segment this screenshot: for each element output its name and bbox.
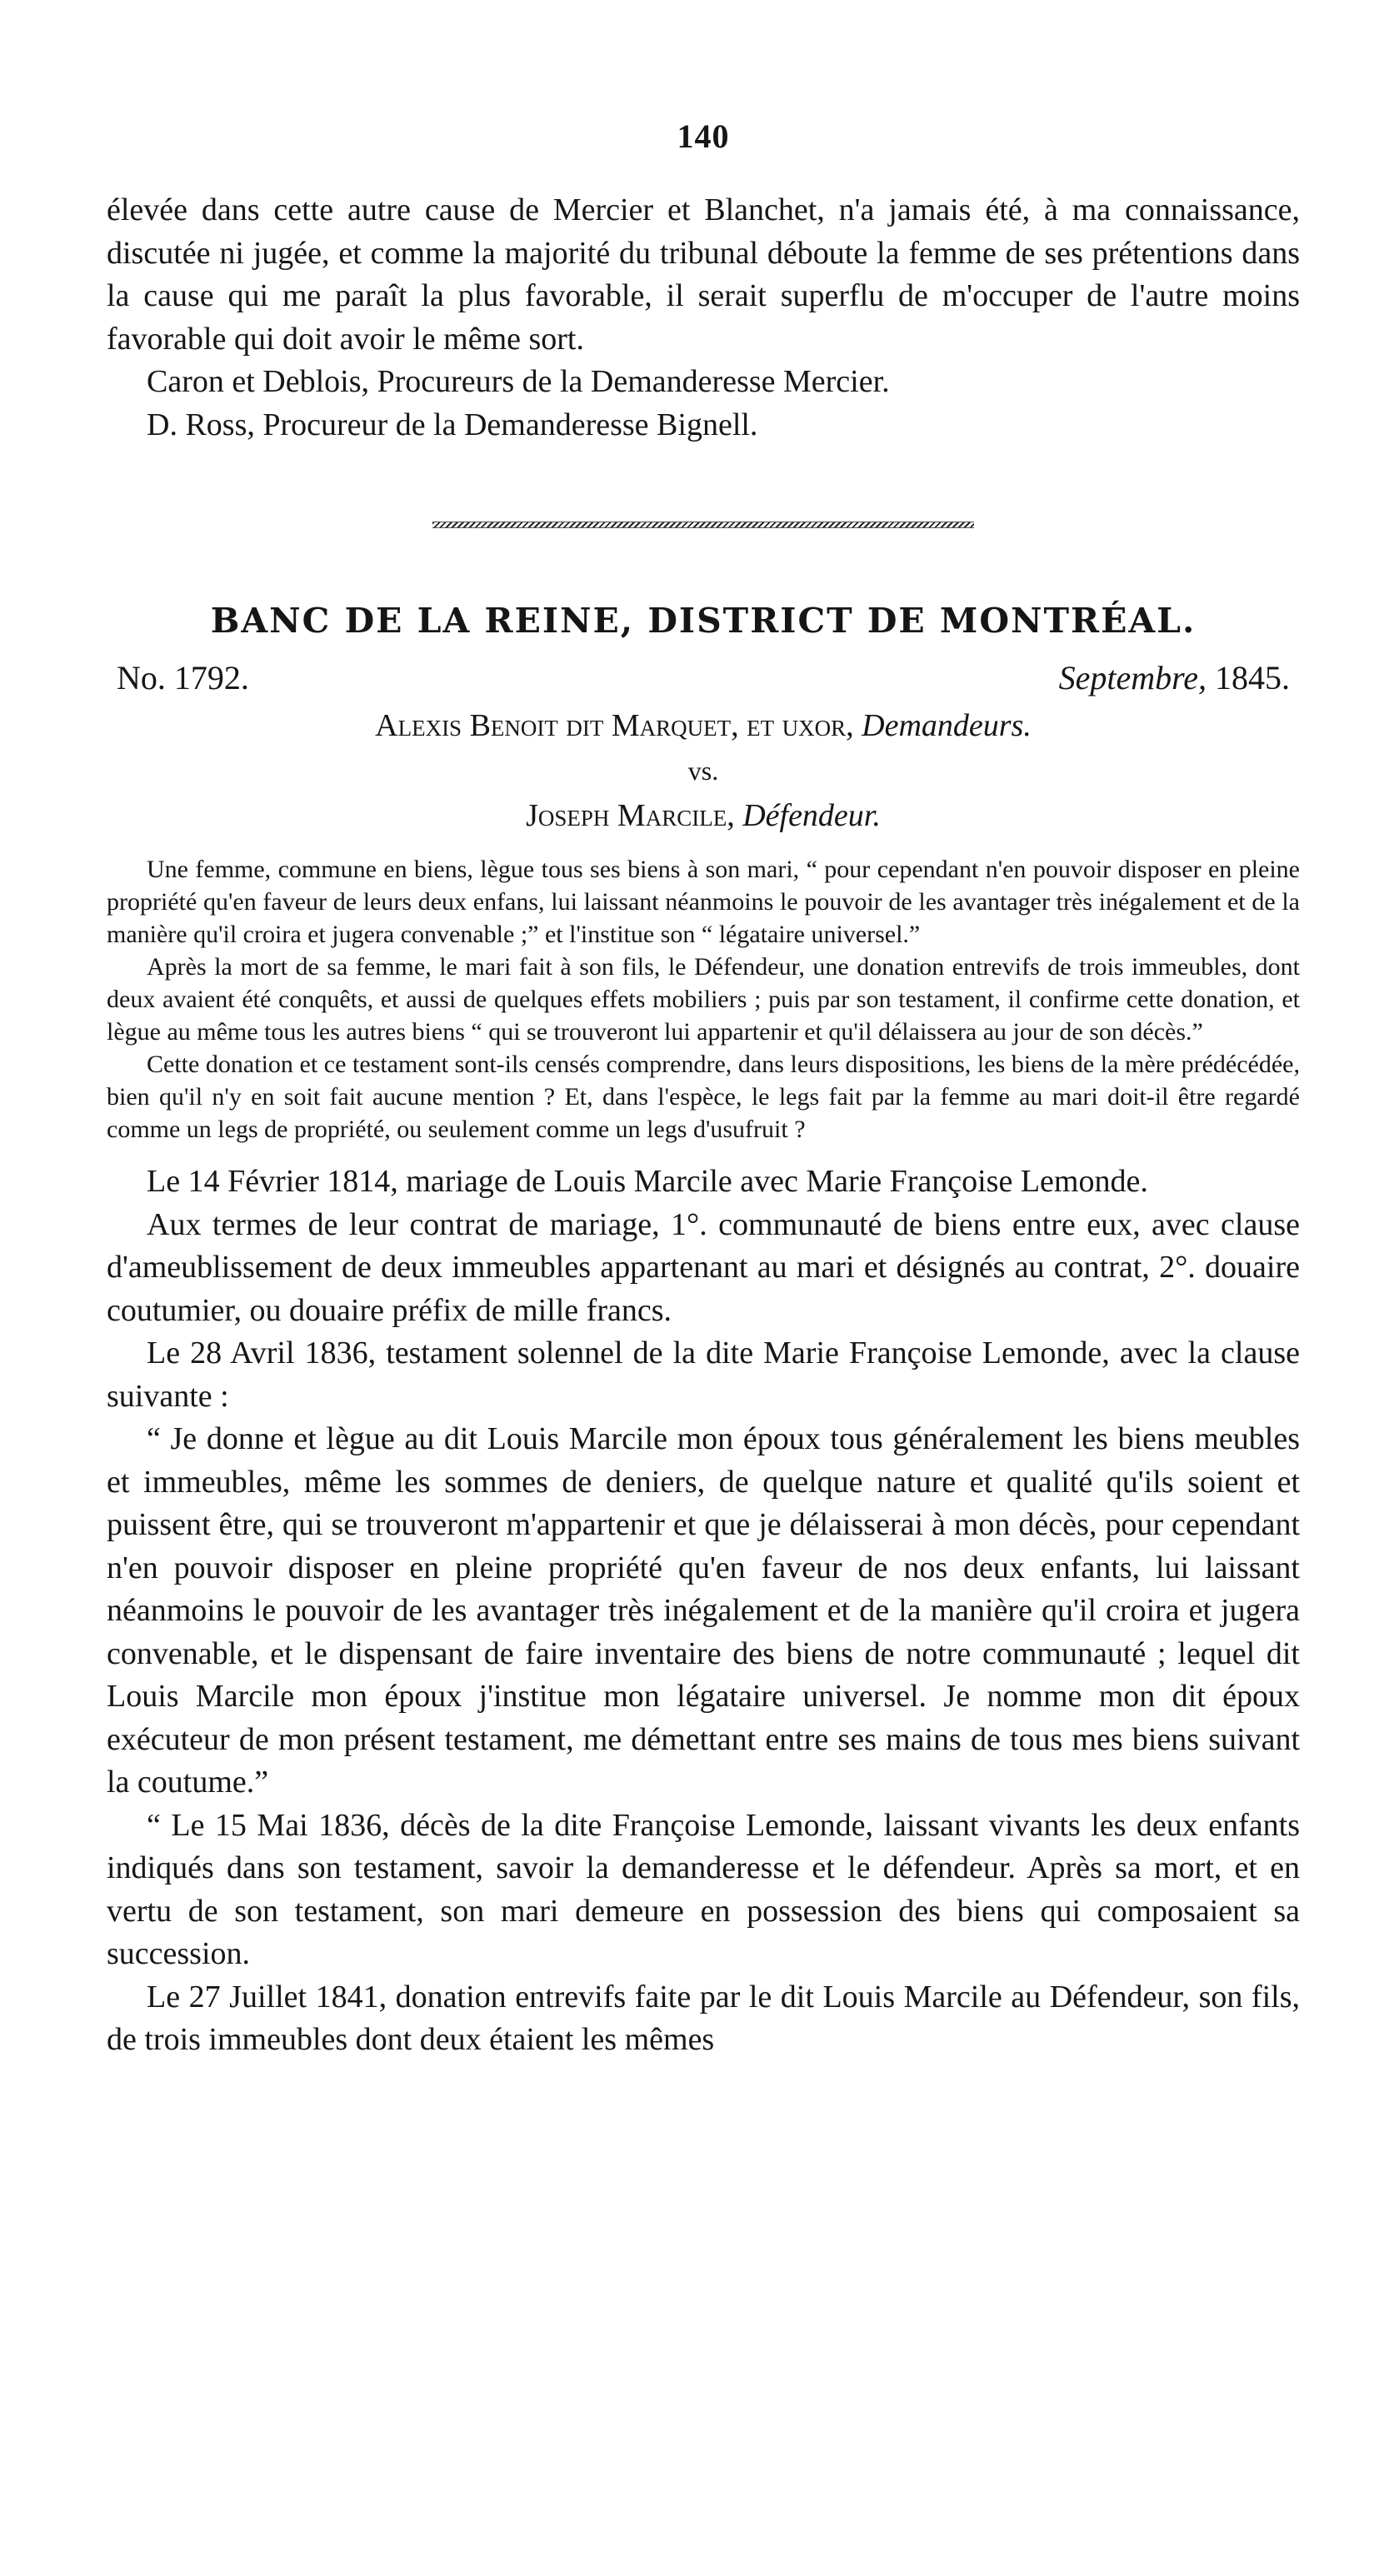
defendant-name: Joseph Marcile, <box>526 798 735 833</box>
plaintiff-name: Alexis Benoit dit Marquet, et uxor, <box>375 708 854 743</box>
defendant-line <box>107 791 1300 840</box>
page-number: 140 <box>677 117 730 155</box>
plaintiff-role: Demandeurs. <box>862 708 1032 743</box>
body-paragraph: Le 27 Juillet 1841, donation entrevifs faite par le dit Louis Marcile au Défendeur, son fils, de trois immeubles dont deux étaient les mêmes <box>107 1979 1300 2057</box>
testament-quote: “ Je donne et lègue au dit Louis Marcile mon époux tous généralement les biens meubles et immeubles, même les sommes de deniers, de quelque nature et qualité qu'ils soient et puissent être, qui se trouveront m'appartenir et que je délaisserai à mon décès, pour cependant n'en pouvoir disposer en pleine propriété qu'en faveur de nos deux enfants, lui laissant néanmoins le pouvoir de les avantager très inégalement et de la manière qu'il croira et jugera convenable, et le dispensant de faire inventaire des biens de notre communauté ; lequel dit Louis Marcile mon époux j'institue mon légataire universel. Je nomme mon dit époux exécuteur de mon présent testament, me démettant entre ses mains de tous mes biens suivant la coutume.” <box>107 1421 1300 1800</box>
case-number-line <box>107 655 1300 701</box>
versus-label: vs. <box>687 756 719 786</box>
summary-paragraph: Après la mort de sa femme, le mari fait à son fils, le Défendeur, une donation entrevifs de trois immeubles, dont deux avaient été conquêts, et aussi de quelques effets mobiliers ; puis par son testament, il confirme cette donation, et lègue au même tous les autres biens “ qui se trouveront lui appartenir et qu'il délaissera au jour de son décès.” <box>107 953 1300 1046</box>
body-paragraph: Aux termes de leur contrat de mariage, 1°. communauté de biens entre eux, avec clause d'ameublissement de deux immeubles appartenant au mari et désignés au contrat, 2°. douaire coutumier, ou douaire préfix de mille francs. <box>107 1206 1300 1328</box>
document-page <box>107 117 1300 2062</box>
body-paragraph: Le 28 Avril 1836, testament solennel de la dite Marie Françoise Lemonde, avec la clause suivante : <box>107 1335 1300 1414</box>
body-paragraph: Le 14 Février 1814, mariage de Louis Marcile avec Marie Françoise Lemonde. <box>147 1164 1148 1199</box>
plaintiff-line <box>107 701 1300 750</box>
case-date-month: Septembre, <box>1058 659 1207 696</box>
case-date <box>1059 655 1290 701</box>
case-date-year: 1845. <box>1215 659 1290 696</box>
signature-line-1: Caron et Deblois, Procureurs de la Demanderesse Mercier. <box>147 364 890 399</box>
case-number: No. 1792. <box>117 659 249 696</box>
summary-paragraph: Cette donation et ce testament sont-ils censés comprendre, dans leurs dispositions, les biens de la mère prédécédée, bien qu'il n'y en soit fait aucune mention ? Et, dans l'espèce, le legs fait par la femme au mari doit-il être regardé comme un legs de propriété, ou seulement comme un legs d'usufruit ? <box>107 1051 1300 1143</box>
signature-line-2: D. Ross, Procureur de la Demanderesse Bignell. <box>147 407 758 442</box>
defendant-role: Défendeur. <box>742 798 881 833</box>
court-title: BANC DE LA REINE, DISTRICT DE MONTRÉAL. <box>210 601 1197 641</box>
body-paragraph: “ Le 15 Mai 1836, décès de la dite Françoise Lemonde, laissant vivants les deux enfants indiqués dans son testament, savoir la demanderesse et le défendeur. Après sa mort, et en vertu de son testament, son mari demeure en possession des biens qui composaient sa succession. <box>107 1807 1300 1971</box>
top-paragraph: élevée dans cette autre cause de Mercier et Blanchet, n'a jamais été, à ma connaissance, discutée ni jugée, et comme la majorité du tribunal déboute la femme de ses prétentions dans la cause qui me paraît la plus favorable, il serait superflu de m'occuper de l'autre moins favorable qui doit avoir le même sort. <box>107 192 1300 357</box>
case-summary <box>107 853 1300 1146</box>
summary-paragraph: Une femme, commune en biens, lègue tous ses biens à son mari, “ pour cependant n'en pouvoir disposer en pleine propriété qu'en faveur de leurs deux enfans, lui laissant néanmoins le pouvoir de les avantager très inégalement et de la manière qu'il croira et jugera convenable ;” et l'institue son “ légataire universel.” <box>107 856 1300 948</box>
section-separator <box>432 522 974 528</box>
